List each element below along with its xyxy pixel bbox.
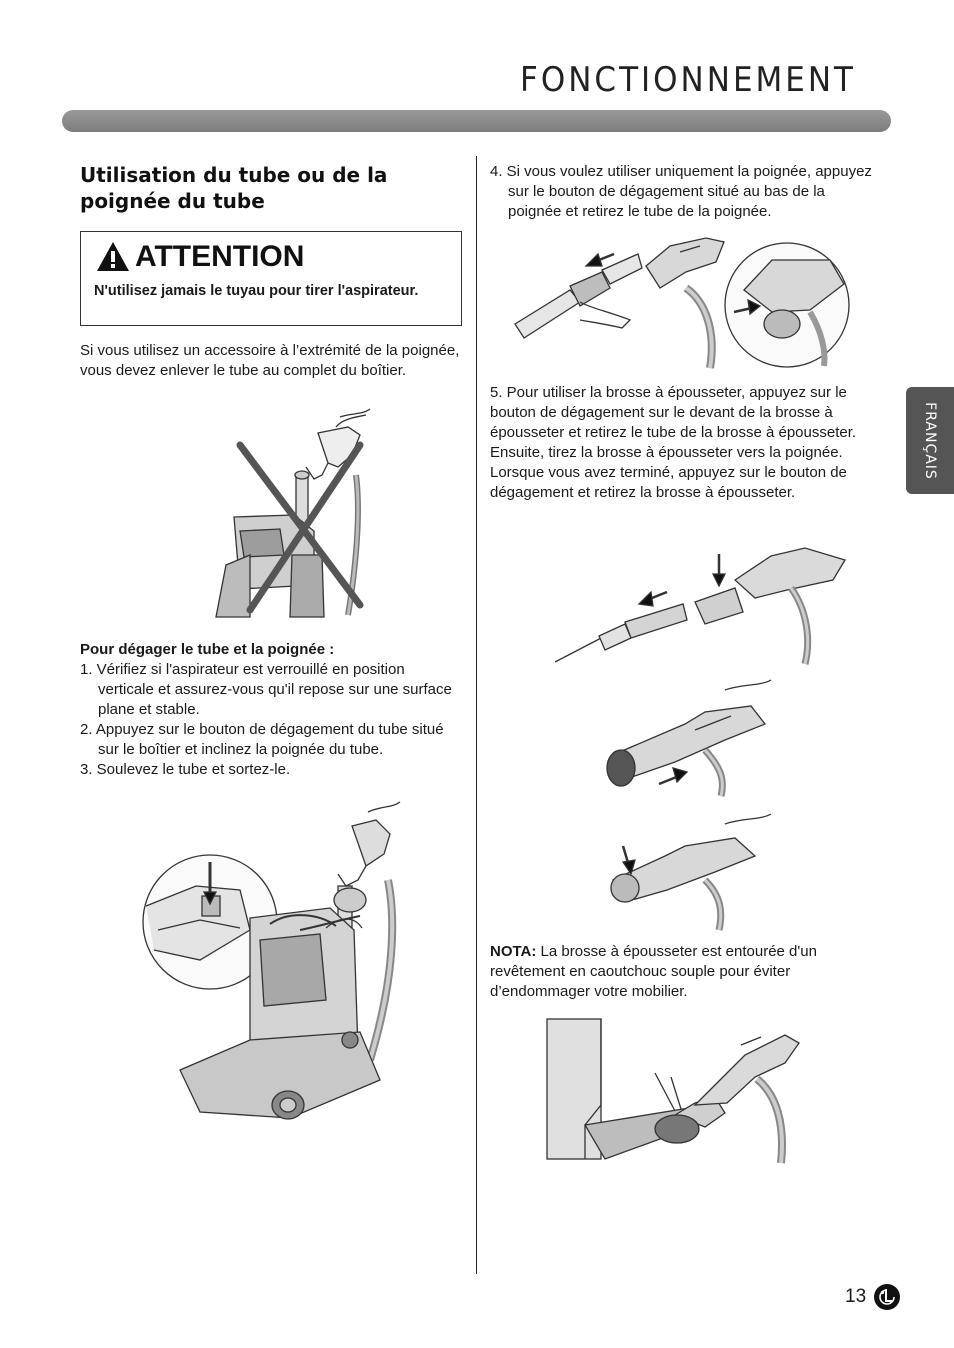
- column-divider: [476, 156, 477, 1274]
- nota-label: NOTA:: [490, 943, 537, 960]
- list-item: 2. Appuyez sur le bouton de dégagement du tube situé sur le boîtier et inclinez la poignée du tube.: [80, 721, 444, 758]
- release-heading: Pour dégager le tube et la poignée :: [80, 641, 335, 658]
- attention-box: [80, 231, 462, 326]
- release-steps-list: [80, 660, 462, 780]
- attention-label: ATTENTION: [135, 240, 305, 273]
- step5-paragraph: 5. Pour utiliser la brosse à épousseter, appuyez sur le bouton de dégagement sur le devant de la brosse à épousseter et retirez le tube de la brosse à épousseter. Ensuite, tirez la brosse à épousseter vers la poignée. Lorsque vous avez terminé, appuyez sur le bouton de dégagement et retirez la brosse à épousseter.: [490, 384, 857, 501]
- list-item: 4. Si vous voulez utiliser uniquement la poignée, appuyez sur le bouton de dégagement situé au bas de la poignée et retirez le tube de la poignée.: [490, 163, 872, 220]
- no-hose-pull-illustration: [210, 405, 375, 623]
- section-title: Utilisation du tube ou de la poignée du tube: [80, 163, 388, 213]
- lg-logo-icon: [873, 1283, 901, 1311]
- list-item: 1. Vérifiez si l'aspirateur est verrouillé en position verticale et assurez-vous qu'il repose sur une surface plane et stable.: [80, 661, 452, 718]
- attention-text: N'utilisez jamais le tuyau pour tirer l'aspirateur.: [94, 283, 419, 299]
- page-number: 13: [845, 1286, 867, 1307]
- language-tab: [906, 387, 954, 494]
- list-item: 3. Soulevez le tube et sortez-le.: [80, 761, 291, 778]
- nota-paragraph: [490, 942, 880, 1002]
- language-tab-label: FRANÇAIS: [922, 401, 938, 480]
- nota-text: La brosse à épousseter est entourée d'un revêtement en caoutchouc souple pour éviter d’endommager votre mobilier.: [490, 943, 817, 1000]
- step4-list: [490, 162, 880, 222]
- dusting-brush-illustration: [555, 540, 855, 935]
- handle-tube-removal-illustration: [510, 232, 855, 372]
- page-header-title: FONCTIONNEMENT: [520, 60, 856, 100]
- brush-furniture-illustration: [545, 1015, 805, 1165]
- intro-paragraph: Si vous utilisez un accessoire à l’extrémité de la poignée, vous devez enlever le tube au complet du boîtier.: [80, 342, 460, 379]
- warning-icon: [95, 240, 131, 274]
- tube-release-illustration: [140, 800, 410, 1125]
- attention-header: [95, 240, 304, 274]
- header-bar: [62, 110, 891, 132]
